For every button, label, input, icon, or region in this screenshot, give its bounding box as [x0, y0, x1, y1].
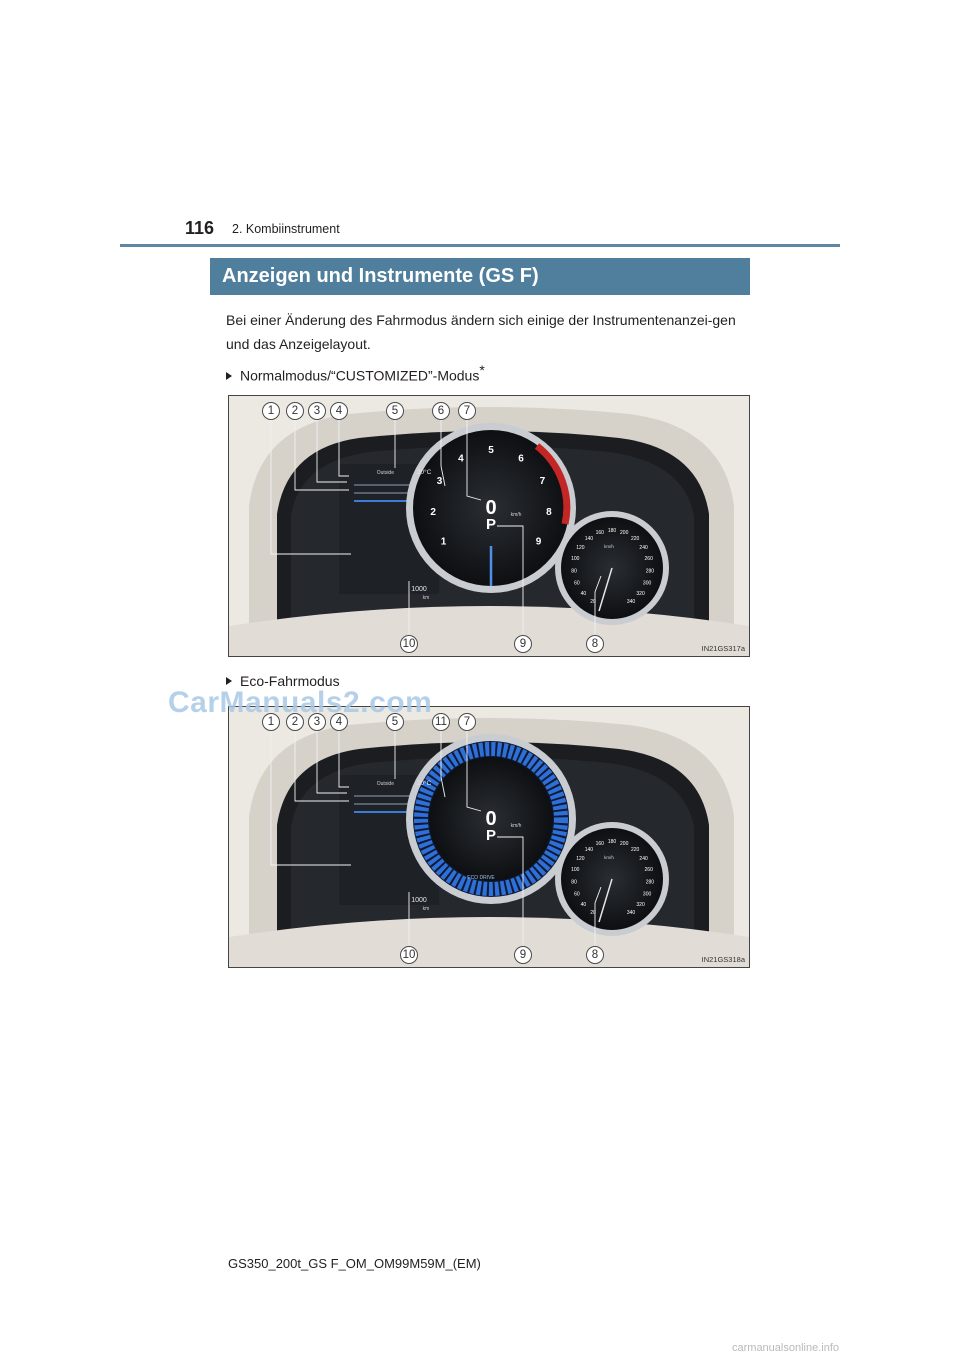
speedo-number: 80 — [571, 568, 577, 575]
footnote-asterisk: * — [479, 362, 485, 378]
speedo-number: 40 — [580, 902, 587, 909]
speedo-number: 160 — [595, 530, 604, 537]
callout-9: 9 — [514, 946, 532, 964]
tach-number: 3 — [436, 476, 443, 488]
tach-number: 2 — [430, 506, 436, 518]
tach-number: 7 — [539, 476, 546, 488]
outside-temp: 20°C — [416, 469, 432, 476]
speedo-number: 340 — [626, 598, 636, 605]
callout-2: 2 — [286, 713, 304, 731]
speedo-number: 180 — [607, 839, 617, 845]
speedo-number: 200 — [620, 841, 629, 848]
odometer-value: 1000 — [411, 586, 427, 593]
cluster-illustration — [229, 396, 749, 656]
speedo-number: 140 — [584, 535, 594, 542]
speedo-number: 300 — [642, 891, 652, 898]
callout-3: 3 — [308, 402, 326, 420]
cluster-illustration — [229, 707, 749, 967]
chapter-title: 2. Kombiinstrument — [232, 222, 340, 236]
speedo-unit: km/h — [604, 544, 614, 549]
figure-normal-mode — [228, 395, 750, 657]
speedo-number: 300 — [642, 580, 652, 587]
speedo-number: 280 — [645, 879, 655, 886]
speedo-unit: km/h — [604, 855, 614, 860]
odometer-unit: km — [422, 906, 430, 912]
callout-5: 5 — [386, 713, 404, 731]
outside-label: Outside — [376, 781, 394, 787]
speed-unit: km/h — [510, 512, 522, 518]
speedo-number: 340 — [626, 909, 636, 916]
speed-unit: km/h — [510, 823, 522, 829]
speedo-number: 320 — [636, 591, 645, 598]
outside-label: Outside — [376, 470, 394, 476]
callout-10: 10 — [400, 635, 418, 653]
figure-eco-mode — [228, 706, 750, 968]
speedo-number: 20 — [590, 598, 596, 605]
callout-8: 8 — [586, 635, 604, 653]
speedo-number: 40 — [580, 591, 587, 598]
gear-indicator: P — [485, 516, 497, 533]
callout-3: 3 — [308, 713, 326, 731]
tach-number: 4 — [458, 453, 464, 465]
tach-number: 5 — [488, 445, 494, 456]
mode-label: Eco-Fahrmodus — [240, 673, 340, 689]
outside-temp: 20°C — [416, 780, 432, 787]
speedo-number: 140 — [584, 846, 594, 853]
speedo-number: 100 — [571, 556, 580, 563]
speedo-number: 120 — [576, 544, 585, 551]
watermark: CarManuals2.com — [168, 686, 433, 719]
speedo-number: 180 — [607, 528, 617, 534]
speedo-number: 20 — [590, 909, 596, 916]
intro-text: Bei einer Änderung des Fahrmodus ändern sich einige der Instrumentenanzei-gen und das Anzeigelayout. — [226, 312, 736, 352]
header-rule — [120, 244, 840, 247]
odometer-value: 1000 — [411, 897, 427, 904]
callout-11: 11 — [432, 713, 450, 731]
speedo-number: 200 — [620, 530, 629, 537]
tach-number: 8 — [546, 506, 552, 518]
figure-id: IN21GS317a — [701, 644, 745, 653]
gear-indicator: P — [485, 827, 497, 844]
speedo-number: 60 — [574, 891, 580, 898]
callout-8: 8 — [586, 946, 604, 964]
speedo-number: 100 — [571, 867, 580, 874]
speedo-number: 260 — [644, 556, 653, 563]
figure-id: IN21GS318a — [701, 955, 745, 964]
callout-6: 6 — [432, 402, 450, 420]
callout-9: 9 — [514, 635, 532, 653]
odometer-unit: km — [422, 595, 430, 601]
bullet-triangle-icon — [226, 372, 232, 380]
callout-10: 10 — [400, 946, 418, 964]
speedo-number: 280 — [645, 568, 655, 575]
callout-7: 7 — [458, 713, 476, 731]
callout-1: 1 — [262, 402, 280, 420]
speedo-number: 220 — [630, 535, 640, 542]
speedo-number: 120 — [576, 855, 585, 862]
callout-1: 1 — [262, 713, 280, 731]
callout-5: 5 — [386, 402, 404, 420]
tach-number: 9 — [535, 536, 542, 548]
speedo-number: 260 — [644, 867, 653, 874]
speedo-number: 160 — [595, 841, 604, 848]
speedo-number: 60 — [574, 580, 580, 587]
speedo-number: 220 — [630, 846, 640, 853]
speedo-number: 80 — [571, 879, 577, 886]
speedo-number: 240 — [639, 855, 648, 862]
speedo-number: 320 — [636, 902, 645, 909]
eco-drive-label: ECO DRIVE — [467, 875, 495, 881]
callout-7: 7 — [458, 402, 476, 420]
speed-readout: 0 — [485, 497, 497, 519]
bottom-watermark: carmanualsonline.info — [732, 1342, 840, 1354]
callout-2: 2 — [286, 402, 304, 420]
callout-4: 4 — [330, 713, 348, 731]
callout-4: 4 — [330, 402, 348, 420]
tach-number: 1 — [440, 536, 447, 548]
speed-readout: 0 — [485, 808, 497, 830]
speedo-number: 240 — [639, 544, 648, 551]
mode-heading-normal — [226, 362, 485, 384]
section-title: Anzeigen und Instrumente (GS F) — [210, 258, 750, 295]
footer-code: GS350_200t_GS F_OM_OM99M59M_(EM) — [228, 1256, 481, 1271]
page-number: 116 — [185, 218, 215, 238]
bullet-triangle-icon — [226, 677, 232, 685]
tach-number: 6 — [518, 453, 524, 465]
mode-label: Normalmodus/“CUSTOMIZED”-Modus — [240, 367, 480, 384]
